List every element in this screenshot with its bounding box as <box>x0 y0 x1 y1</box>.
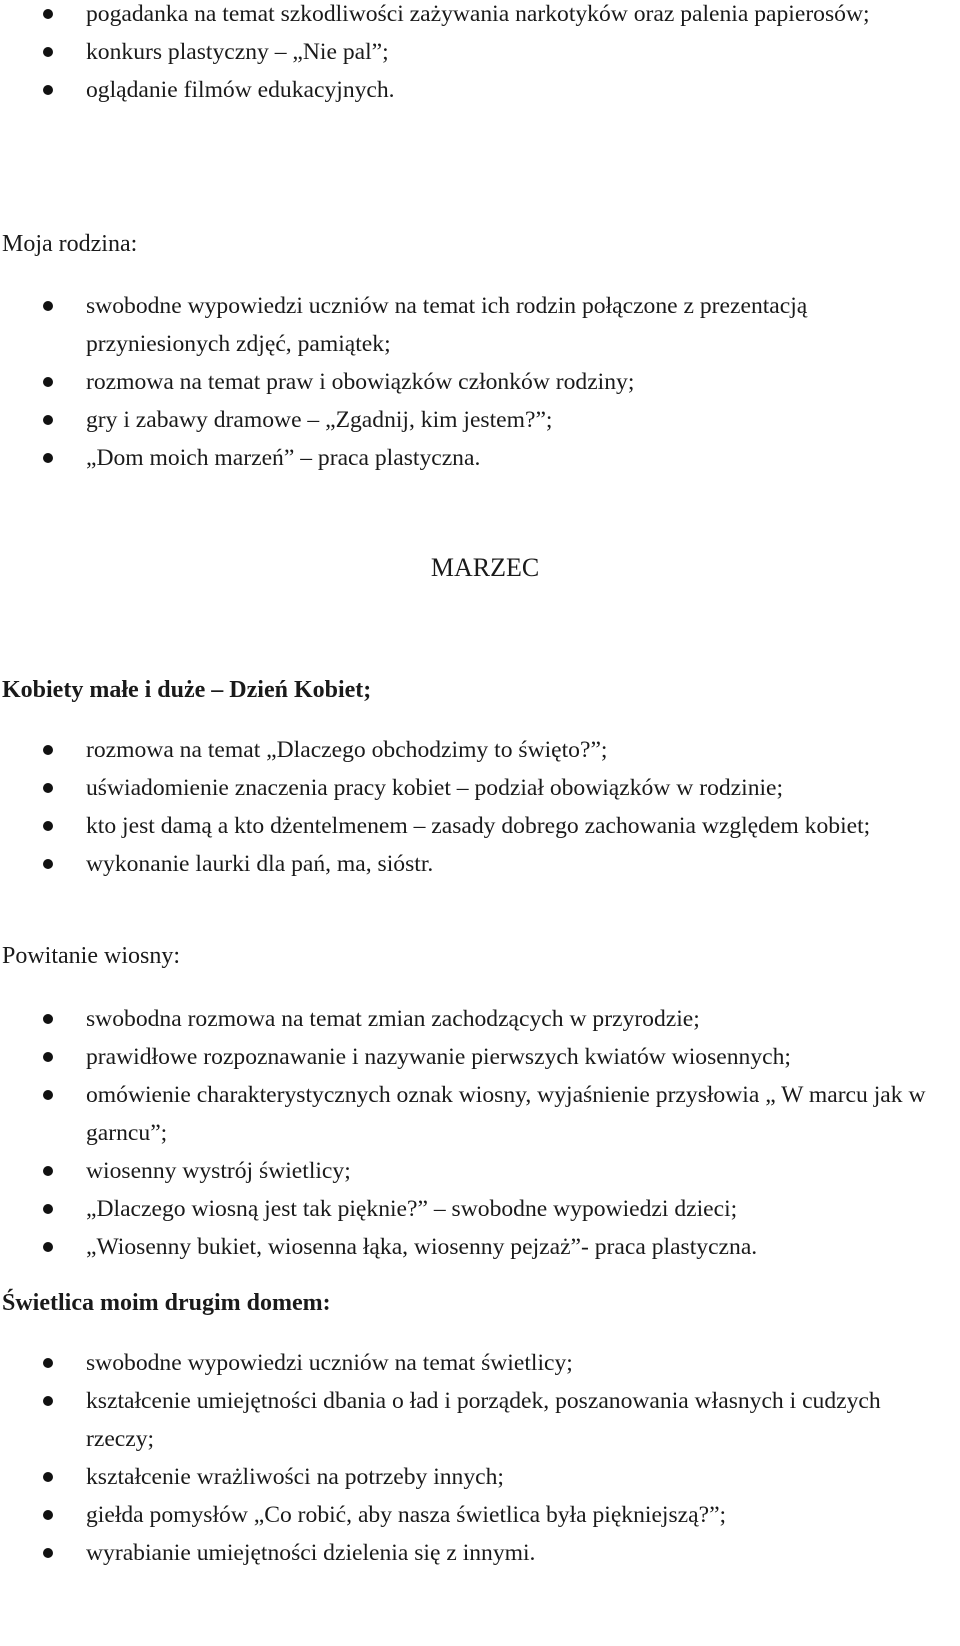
top-list <box>0 0 960 109</box>
moja-rodzina-list <box>0 287 960 477</box>
wiosna-section <box>0 1000 960 1266</box>
list-item: kto jest damą a kto dżentelmenem – zasady dobrego zachowania względem kobiet; <box>0 807 960 845</box>
bullet-icon <box>43 1166 53 1176</box>
swietlica-section <box>0 1344 960 1572</box>
bullet-icon <box>43 1510 53 1520</box>
bullet-icon <box>43 1548 53 1558</box>
kobiety-section <box>0 731 960 883</box>
list-item: wiosenny wystrój świetlicy; <box>0 1152 960 1190</box>
bullet-icon <box>43 301 53 311</box>
moja-rodzina-section <box>0 287 960 477</box>
bullet-icon <box>43 377 53 387</box>
list-item: wyrabianie umiejętności dzielenia się z innymi. <box>0 1534 960 1572</box>
bullet-icon <box>43 47 53 57</box>
list-item: pogadanka na temat szkodliwości zażywania narkotyków oraz palenia papierosów; <box>0 0 960 33</box>
list-item: „Wiosenny bukiet, wiosenna łąka, wiosenny pejzaż”- praca plastyczna. <box>0 1228 960 1266</box>
list-item: oglądanie filmów edukacyjnych. <box>0 71 960 109</box>
bullet-icon <box>43 1358 53 1368</box>
kobiety-list <box>0 731 960 883</box>
bullet-icon <box>43 1014 53 1024</box>
bullet-icon <box>43 783 53 793</box>
bullet-icon <box>43 453 53 463</box>
list-item: rozmowa na temat praw i obowiązków członków rodziny; <box>0 363 960 401</box>
bullet-icon <box>43 859 53 869</box>
list-item: gry i zabawy dramowe – „Zgadnij, kim jestem?”; <box>0 401 960 439</box>
bullet-icon <box>43 85 53 95</box>
bullet-icon <box>43 1242 53 1252</box>
list-item: kształcenie wrażliwości na potrzeby innych; <box>0 1458 960 1496</box>
bullet-icon <box>43 1052 53 1062</box>
bullet-icon <box>43 821 53 831</box>
list-item: prawidłowe rozpoznawanie i nazywanie pierwszych kwiatów wiosennych; <box>0 1038 960 1076</box>
list-item: swobodne wypowiedzi uczniów na temat ich rodzin połączone z prezentacją przyniesionych zdjęć, pamiątek; <box>0 287 960 363</box>
swietlica-list <box>0 1344 960 1572</box>
list-item: „Dom moich marzeń” – praca plastyczna. <box>0 439 960 477</box>
bullet-icon <box>43 1396 53 1406</box>
bullet-icon <box>43 1472 53 1482</box>
list-item: swobodne wypowiedzi uczniów na temat świetlicy; <box>0 1344 960 1382</box>
bullet-icon <box>43 1204 53 1214</box>
list-item: giełda pomysłów „Co robić, aby nasza świetlica była piękniejszą?”; <box>0 1496 960 1534</box>
list-item: wykonanie laurki dla pań, ma, sióstr. <box>0 845 960 883</box>
section-heading-moja-rodzina: Moja rodzina: <box>2 231 138 257</box>
list-item: konkurs plastyczny – „Nie pal”; <box>0 33 960 71</box>
list-item: „Dlaczego wiosną jest tak pięknie?” – swobodne wypowiedzi dzieci; <box>0 1190 960 1228</box>
bullet-icon <box>43 415 53 425</box>
list-item: swobodna rozmowa na temat zmian zachodzących w przyrodzie; <box>0 1000 960 1038</box>
list-item: omówienie charakterystycznych oznak wiosny, wyjaśnienie przysłowia „ W marcu jak w garncu”; <box>0 1076 960 1152</box>
section-heading-wiosna: Powitanie wiosny: <box>2 943 180 969</box>
month-title: MARZEC <box>430 553 540 582</box>
bullet-icon <box>43 9 53 19</box>
section-heading-kobiety: Kobiety małe i duże – Dzień Kobiet; <box>2 677 372 703</box>
section-heading-swietlica: Świetlica moim drugim domem: <box>2 1290 331 1316</box>
list-item: rozmowa na temat „Dlaczego obchodzimy to święto?”; <box>0 731 960 769</box>
bullet-icon <box>43 745 53 755</box>
list-item: uświadomienie znaczenia pracy kobiet – podział obowiązków w rodzinie; <box>0 769 960 807</box>
bullet-icon <box>43 1090 53 1100</box>
list-item: kształcenie umiejętności dbania o ład i porządek, poszanowania własnych i cudzych rzeczy; <box>0 1382 960 1458</box>
wiosna-list <box>0 1000 960 1266</box>
top-list-section <box>0 0 960 109</box>
